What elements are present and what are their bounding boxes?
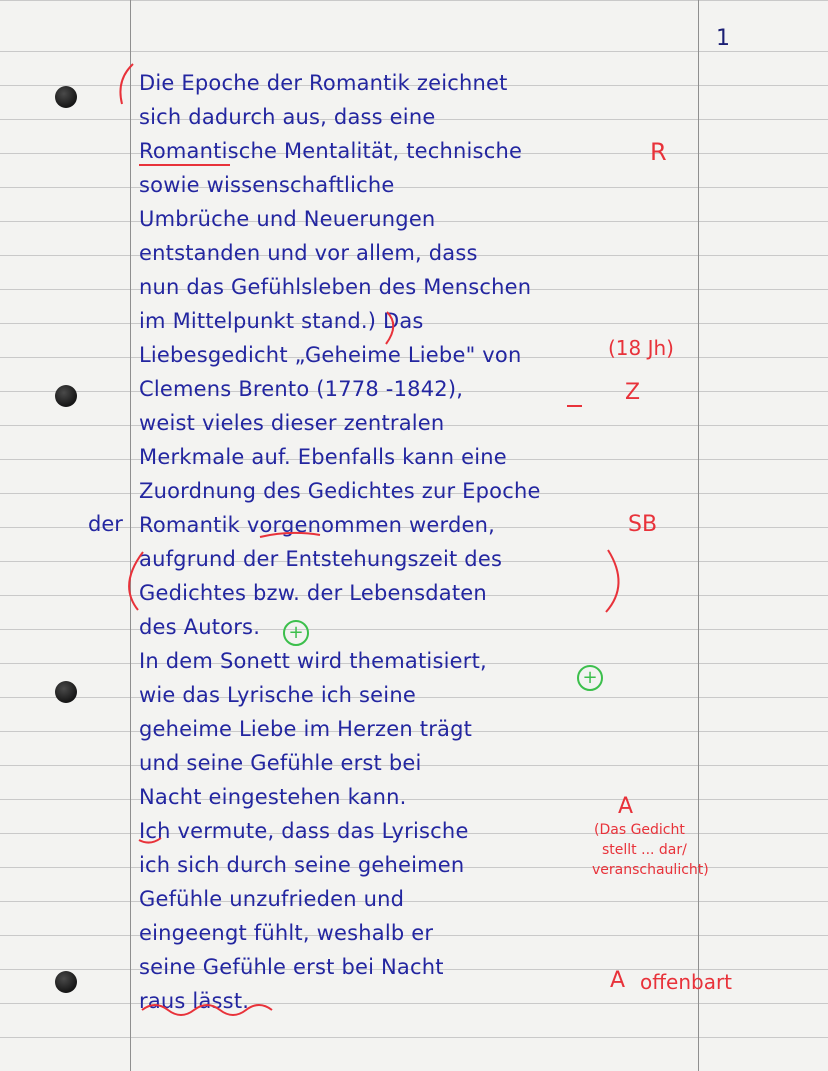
text-line: Clemens Brento (1778 -1842), xyxy=(139,377,464,401)
text-line: In dem Sonett wird thematisiert, xyxy=(139,649,487,673)
text-line: seine Gefühle erst bei Nacht xyxy=(139,955,444,979)
text-line: Liebesgedicht „Geheime Liebe" von xyxy=(139,343,522,367)
text-line: eingeengt fühlt, weshalb er xyxy=(139,921,434,945)
text-line: und seine Gefühle erst bei xyxy=(139,751,422,775)
underline-mark xyxy=(139,838,161,843)
correction-sb: SB xyxy=(628,512,658,537)
text-line: geheime Liebe im Herzen trägt xyxy=(139,717,473,741)
correction-a1: A xyxy=(618,794,634,819)
text-line: Nacht eingestehen kann. xyxy=(139,785,407,809)
text-line: wie das Lyrische ich seine xyxy=(139,683,416,707)
open-paren-mark xyxy=(120,64,133,104)
line-prefix: der xyxy=(88,512,123,536)
correction-a2: A xyxy=(610,968,626,993)
text-line: im Mittelpunkt stand.) Das xyxy=(139,309,424,333)
correction-a1-note-1: (Das Gedicht xyxy=(594,822,685,838)
correction-a2-note: offenbart xyxy=(640,970,733,994)
plus-mark-icon: + xyxy=(577,665,603,691)
text-line: Merkmale auf. Ebenfalls kann eine xyxy=(139,445,507,469)
close-paren-mark xyxy=(606,550,619,612)
page-number: 1 xyxy=(716,26,730,51)
open-paren-mark xyxy=(129,552,143,610)
text-line: raus lässt. xyxy=(139,989,250,1013)
text-line: ich sich durch seine geheimen xyxy=(139,853,465,877)
text-line: Gefühle unzufrieden und xyxy=(139,887,405,911)
text-line: Umbrüche und Neuerungen xyxy=(139,207,436,231)
underline-mark xyxy=(260,533,320,537)
correction-z: Z xyxy=(625,380,641,405)
text-line: weist vieles dieser zentralen xyxy=(139,411,445,435)
text-line: sowie wissenschaftliche xyxy=(139,173,395,197)
text-line: Die Epoche der Romantik zeichnet xyxy=(139,71,508,95)
text-line: sich dadurch aus, dass eine xyxy=(139,105,436,129)
text-line: aufgrund der Entstehungszeit des xyxy=(139,547,503,571)
correction-r: R xyxy=(650,138,667,166)
text-line: Romantik vorgenommen werden, xyxy=(139,513,495,537)
text-line: Ich vermute, dass das Lyrische xyxy=(139,819,469,843)
correction-a1-note-3: veranschaulicht) xyxy=(592,862,709,878)
text-line: Romantische Mentalität, technische xyxy=(139,139,523,163)
text-line: Zuordnung des Gedichtes zur Epoche xyxy=(139,479,541,503)
text-line: Gedichtes bzw. der Lebensdaten xyxy=(139,581,487,605)
wavy-underline-mark xyxy=(142,1005,272,1015)
correction-a1-note-2: stellt ... dar/ xyxy=(602,842,687,858)
text-line: entstanden und vor allem, dass xyxy=(139,241,478,265)
correction-date-note: (18 Jh) xyxy=(608,336,674,360)
text-line: des Autors. xyxy=(139,615,261,639)
close-paren-mark xyxy=(386,312,393,344)
text-line: nun das Gefühlsleben des Menschen xyxy=(139,275,532,299)
plus-mark-icon: + xyxy=(283,620,309,646)
